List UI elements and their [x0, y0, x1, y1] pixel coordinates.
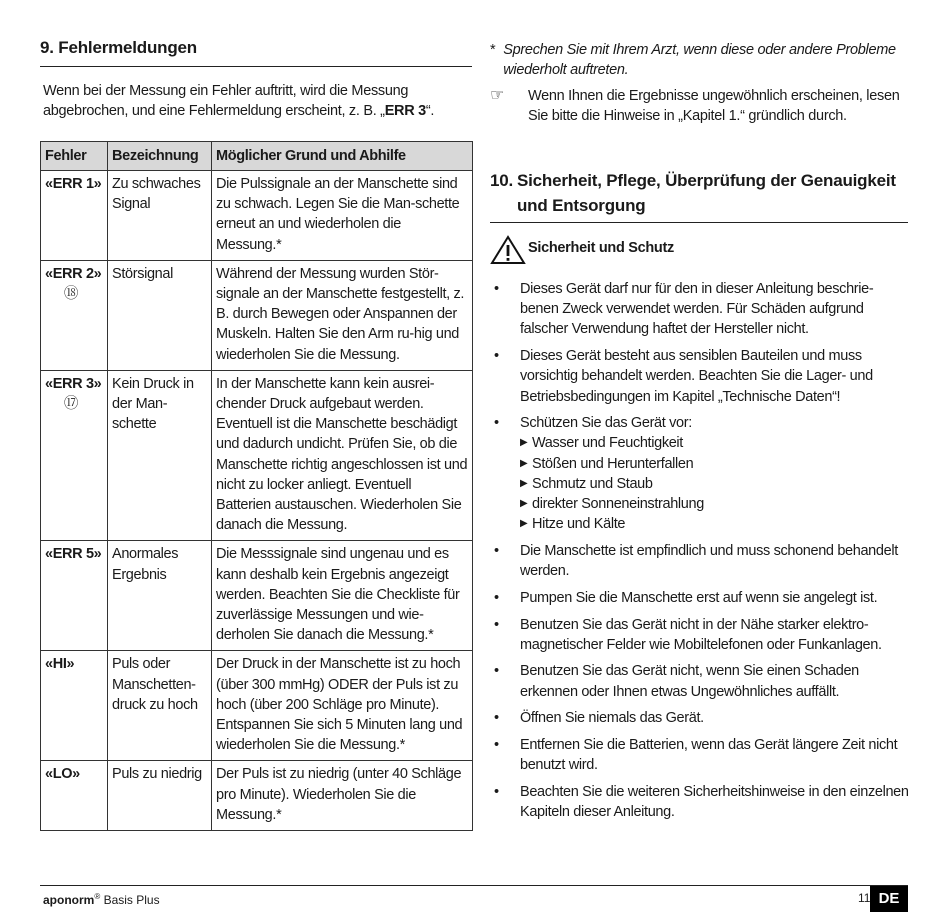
error-remedy: Der Druck in der Manschette ist zu hoch (über 300 mmHg) ODER der Puls ist zu hoch (über 200 Schläge pro Minute). Entspannen Sie sich 5 Minuten lang und wiederholen Sie die Messung.* — [212, 651, 473, 761]
section-10-title: Sicherheit, Pflege, Überprüfung der Genauigkeit und Entsorgung — [517, 171, 896, 215]
table-header-row — [41, 142, 473, 171]
section-9-header — [40, 38, 472, 67]
error-name: Kein Druck in der Man-schette — [108, 370, 212, 541]
left-column — [40, 38, 472, 831]
error-code: «LO» — [41, 761, 108, 831]
hint-paragraph — [490, 86, 910, 126]
list-item: • Benutzen Sie das Gerät nicht in der Nähe starker elektro-magnetischer Felder wie Mobiltelefonen oder Funkanlagen. — [494, 616, 882, 653]
error-remedy: Während der Messung wurden Stör-signale an der Manschette festgestellt, z. B. durch Bewegen oder Anspannen der Muskeln. Halten Sie den Arm ru-hig und wiederholen Sie die Messung. — [212, 260, 473, 370]
sub-item: ▶ Hitze und Kälte — [520, 516, 626, 533]
list-item: • Pumpen Sie die Manschette erst auf wenn sie angelegt ist. — [494, 589, 878, 606]
error-remedy: Die Messsignale sind ungenau und es kann deshalb kein Ergebnis angezeigt werden. Beachten Sie die Checkliste für zuverlässige Messungen und wie-derholen Sie danach die Messung.* — [212, 541, 473, 651]
safety-list — [490, 279, 910, 822]
doctor-note — [490, 40, 910, 80]
intro-code: ERR 3 — [384, 103, 426, 119]
error-code: «ERR 3» ⑰ — [41, 370, 108, 541]
error-table — [40, 141, 473, 831]
table-row — [41, 651, 473, 761]
page-footer — [40, 885, 908, 907]
error-code: «ERR 2» ⑱ — [41, 260, 108, 370]
error-name: Störsignal — [108, 260, 212, 370]
hint-text: Wenn Ihnen die Ergebnisse ungewöhnlich erscheinen, lesen Sie bitte die Hinweise in „Kapitel 1.“ gründlich durch. — [528, 88, 900, 124]
warning-title: Sicherheit und Schutz — [528, 240, 674, 256]
sub-item: ▶ Stößen und Herunterfallen — [520, 455, 694, 472]
section-9-title: 9. Fehlermeldungen — [40, 38, 197, 57]
figure-ref: ⑰ — [63, 396, 79, 413]
table-row — [41, 370, 473, 541]
list-item: • Die Manschette ist empfindlich und muss schonend behandelt werden. — [494, 542, 898, 580]
error-remedy: Der Puls ist zu niedrig (unter 40 Schläge pro Minute). Wiederholen Sie die Messung.* — [212, 761, 473, 831]
warning-heading — [490, 235, 910, 265]
figure-ref: ⑱ — [63, 286, 79, 303]
pointing-hand-icon: ☞ — [490, 87, 505, 104]
list-item: • Beachten Sie die weiteren Sicherheitshinweise in den einzelnen Kapiteln dieser Anleitung. — [494, 783, 909, 821]
warning-triangle-icon — [490, 235, 526, 265]
asterisk-mark: * — [490, 42, 496, 58]
language-badge: DE — [870, 886, 908, 912]
list-item: • Benutzen Sie das Gerät nicht, wenn Sie einen Schaden erkennen oder Ihnen etwas Ungewöhnliches auffällt. — [494, 663, 859, 700]
error-code: «HI» — [41, 651, 108, 761]
error-code: «ERR 1» — [41, 171, 108, 261]
table-row — [41, 260, 473, 370]
section-10-number: 10. — [490, 171, 514, 190]
table-row — [41, 541, 473, 651]
table-row — [41, 171, 473, 261]
sub-item: ▶ Schmutz und Staub — [520, 475, 653, 492]
column-header: Bezeichnung — [108, 142, 212, 171]
intro-paragraph: Wenn bei der Messung ein Fehler auftritt, wird die Messung abgebrochen, und eine Fehlermeldung erscheint, z. B. „ERR 3“. — [43, 83, 435, 119]
error-remedy: Die Pulssignale an der Manschette sind zu schwach. Legen Sie die Man-schette erneut an und wiederholen die Messung.* — [212, 171, 473, 261]
list-item: • Dieses Gerät darf nur für den in dieser Anleitung beschrie-benen Zweck verwendet werden. Für Schäden aufgrund falscher Verwendung haftet der Hersteller nicht. — [494, 281, 874, 338]
error-name: Anormales Ergebnis — [108, 541, 212, 651]
list-item: • Entfernen Sie die Batterien, wenn das Gerät längere Zeit nicht benutzt wird. — [494, 737, 898, 774]
error-name: Zu schwaches Signal — [108, 171, 212, 261]
column-header: Fehler — [41, 142, 108, 171]
doctor-note-text: Sprechen Sie mit Ihrem Arzt, wenn diese oder andere Probleme wiederholt auftreten. — [503, 42, 896, 78]
list-item: • Schützen Sie das Gerät vor: ▶ Wasser und Feuchtigkeit ▶ Stößen und Herunterfallen ▶ Schmutz und Staub ▶ direkter Sonneneinstrahlung ▶ Hitze und Kälte — [490, 413, 910, 534]
error-remedy: In der Manschette kann kein ausrei-chender Druck aufgebaut werden. Eventuell ist die Manschette beschädigt und dadurch undicht. Prüfen Sie, ob die Manschette richtig angeschlossen ist und nicht zu locker anliegt. Eventuell Batterien austauschen. Wiederholen Sie danach die Messung. — [212, 370, 473, 541]
sub-item: ▶ direkter Sonneneinstrahlung — [520, 496, 704, 513]
error-name: Puls zu niedrig — [108, 761, 212, 831]
table-row — [41, 761, 473, 831]
column-header: Möglicher Grund und Abhilfe — [212, 142, 473, 171]
section-10-header — [490, 168, 908, 223]
right-column — [490, 40, 910, 829]
page-number: 11 — [858, 891, 871, 905]
error-name: Puls oder Manschetten-druck zu hoch — [108, 651, 212, 761]
sub-item: ▶ Wasser und Feuchtigkeit — [520, 435, 683, 452]
list-item: • Dieses Gerät besteht aus sensiblen Bauteilen und muss vorsichtig behandelt werden. Beachten Sie die Lager- und Betriebsbedingungen im Kapitel „Technische Daten“! — [494, 348, 873, 405]
error-code: «ERR 5» — [41, 541, 108, 651]
list-item: • Öffnen Sie niemals das Gerät. — [494, 710, 704, 727]
product-name: aponorm® Basis Plus — [43, 892, 160, 907]
